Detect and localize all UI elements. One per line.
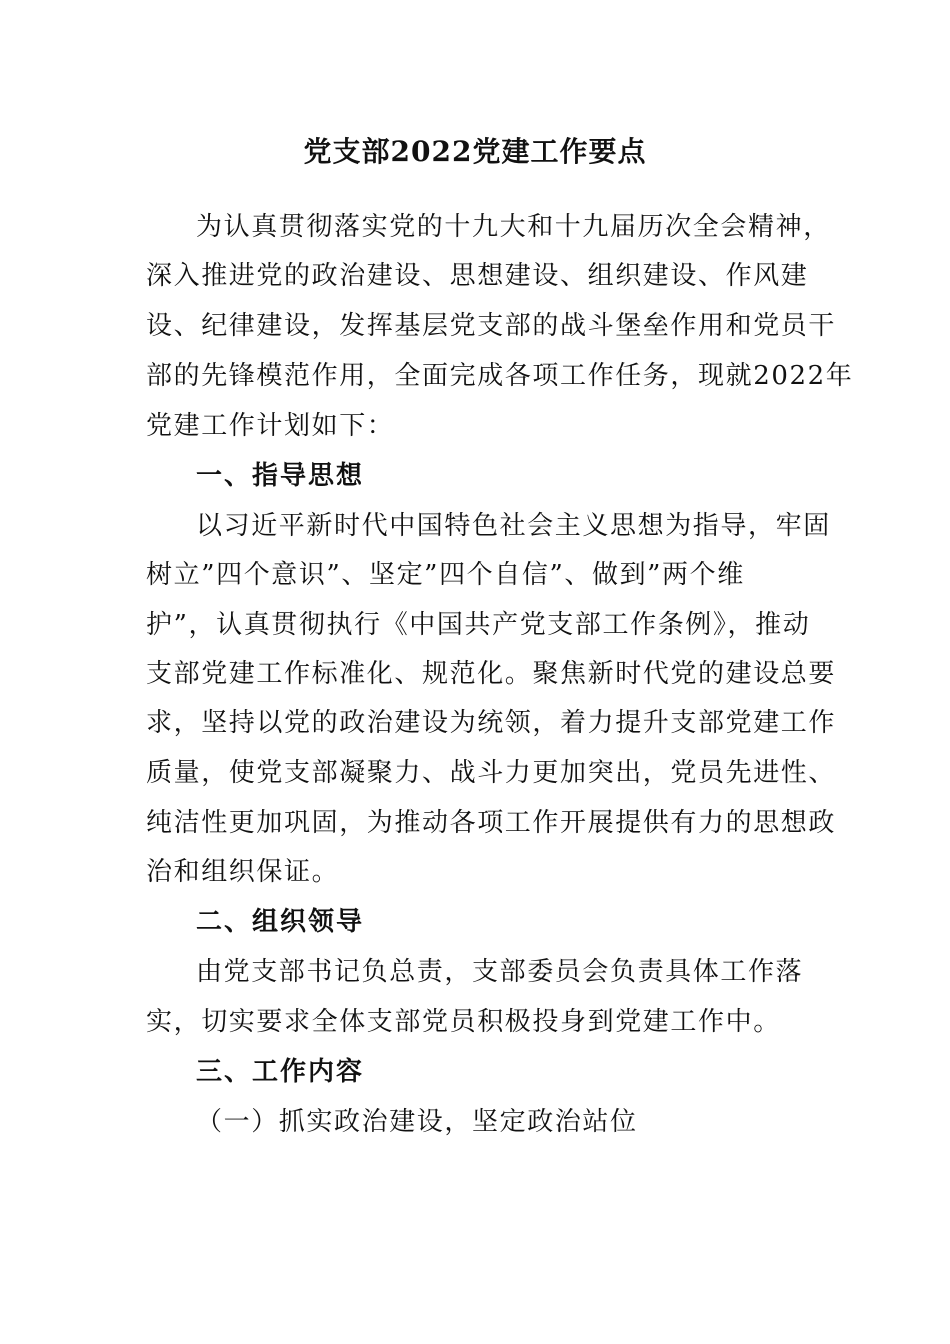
paragraph-line: 由党支部书记负总责，支部委员会负责具体工作落 [196, 957, 804, 987]
paragraph-line: 治和组织保证。 [146, 857, 340, 887]
paragraph-line: 质量，使党支部凝聚力、战斗力更加突出，党员先进性、 [146, 758, 837, 788]
subsection-heading: （一）抓实政治建设，坚定政治站位 [196, 1107, 638, 1137]
section-heading-work-content: 三、工作内容 [196, 1057, 365, 1087]
paragraph-line: 求，坚持以党的政治建设为统领，着力提升支部党建工作 [146, 708, 837, 738]
paragraph-line: 部的先锋模范作用，全面完成各项工作任务，现就2022年 [146, 361, 854, 391]
paragraph-line: 党建工作计划如下： [146, 411, 395, 441]
paragraph-line: 以习近平新时代中国特色社会主义思想为指导，牢固 [196, 511, 831, 541]
section-heading-guiding-ideology: 一、指导思想 [196, 461, 365, 491]
document-title: 党支部2022党建工作要点 [303, 135, 647, 168]
paragraph-line: 树立”四个意识”、坚定”四个自信”、做到”两个维 [146, 560, 745, 590]
paragraph-line: 为认真贯彻落实党的十九大和十九届历次全会精神， [196, 212, 831, 242]
paragraph-line: 护”，认真贯彻执行《中国共产党支部工作条例》，推动 [146, 610, 811, 640]
paragraph-line: 支部党建工作标准化、规范化。聚焦新时代党的建设总要 [146, 659, 837, 689]
paragraph-line: 纯洁性更加巩固，为推动各项工作开展提供有力的思想政 [146, 808, 837, 838]
paragraph-line: 设、纪律建设，发挥基层党支部的战斗堡垒作用和党员干 [146, 311, 837, 341]
section-heading-organization-leadership: 二、组织领导 [196, 907, 365, 937]
paragraph-line: 深入推进党的政治建设、思想建设、组织建设、作风建 [146, 261, 809, 291]
paragraph-line: 实，切实要求全体支部党员积极投身到党建工作中。 [146, 1007, 781, 1037]
